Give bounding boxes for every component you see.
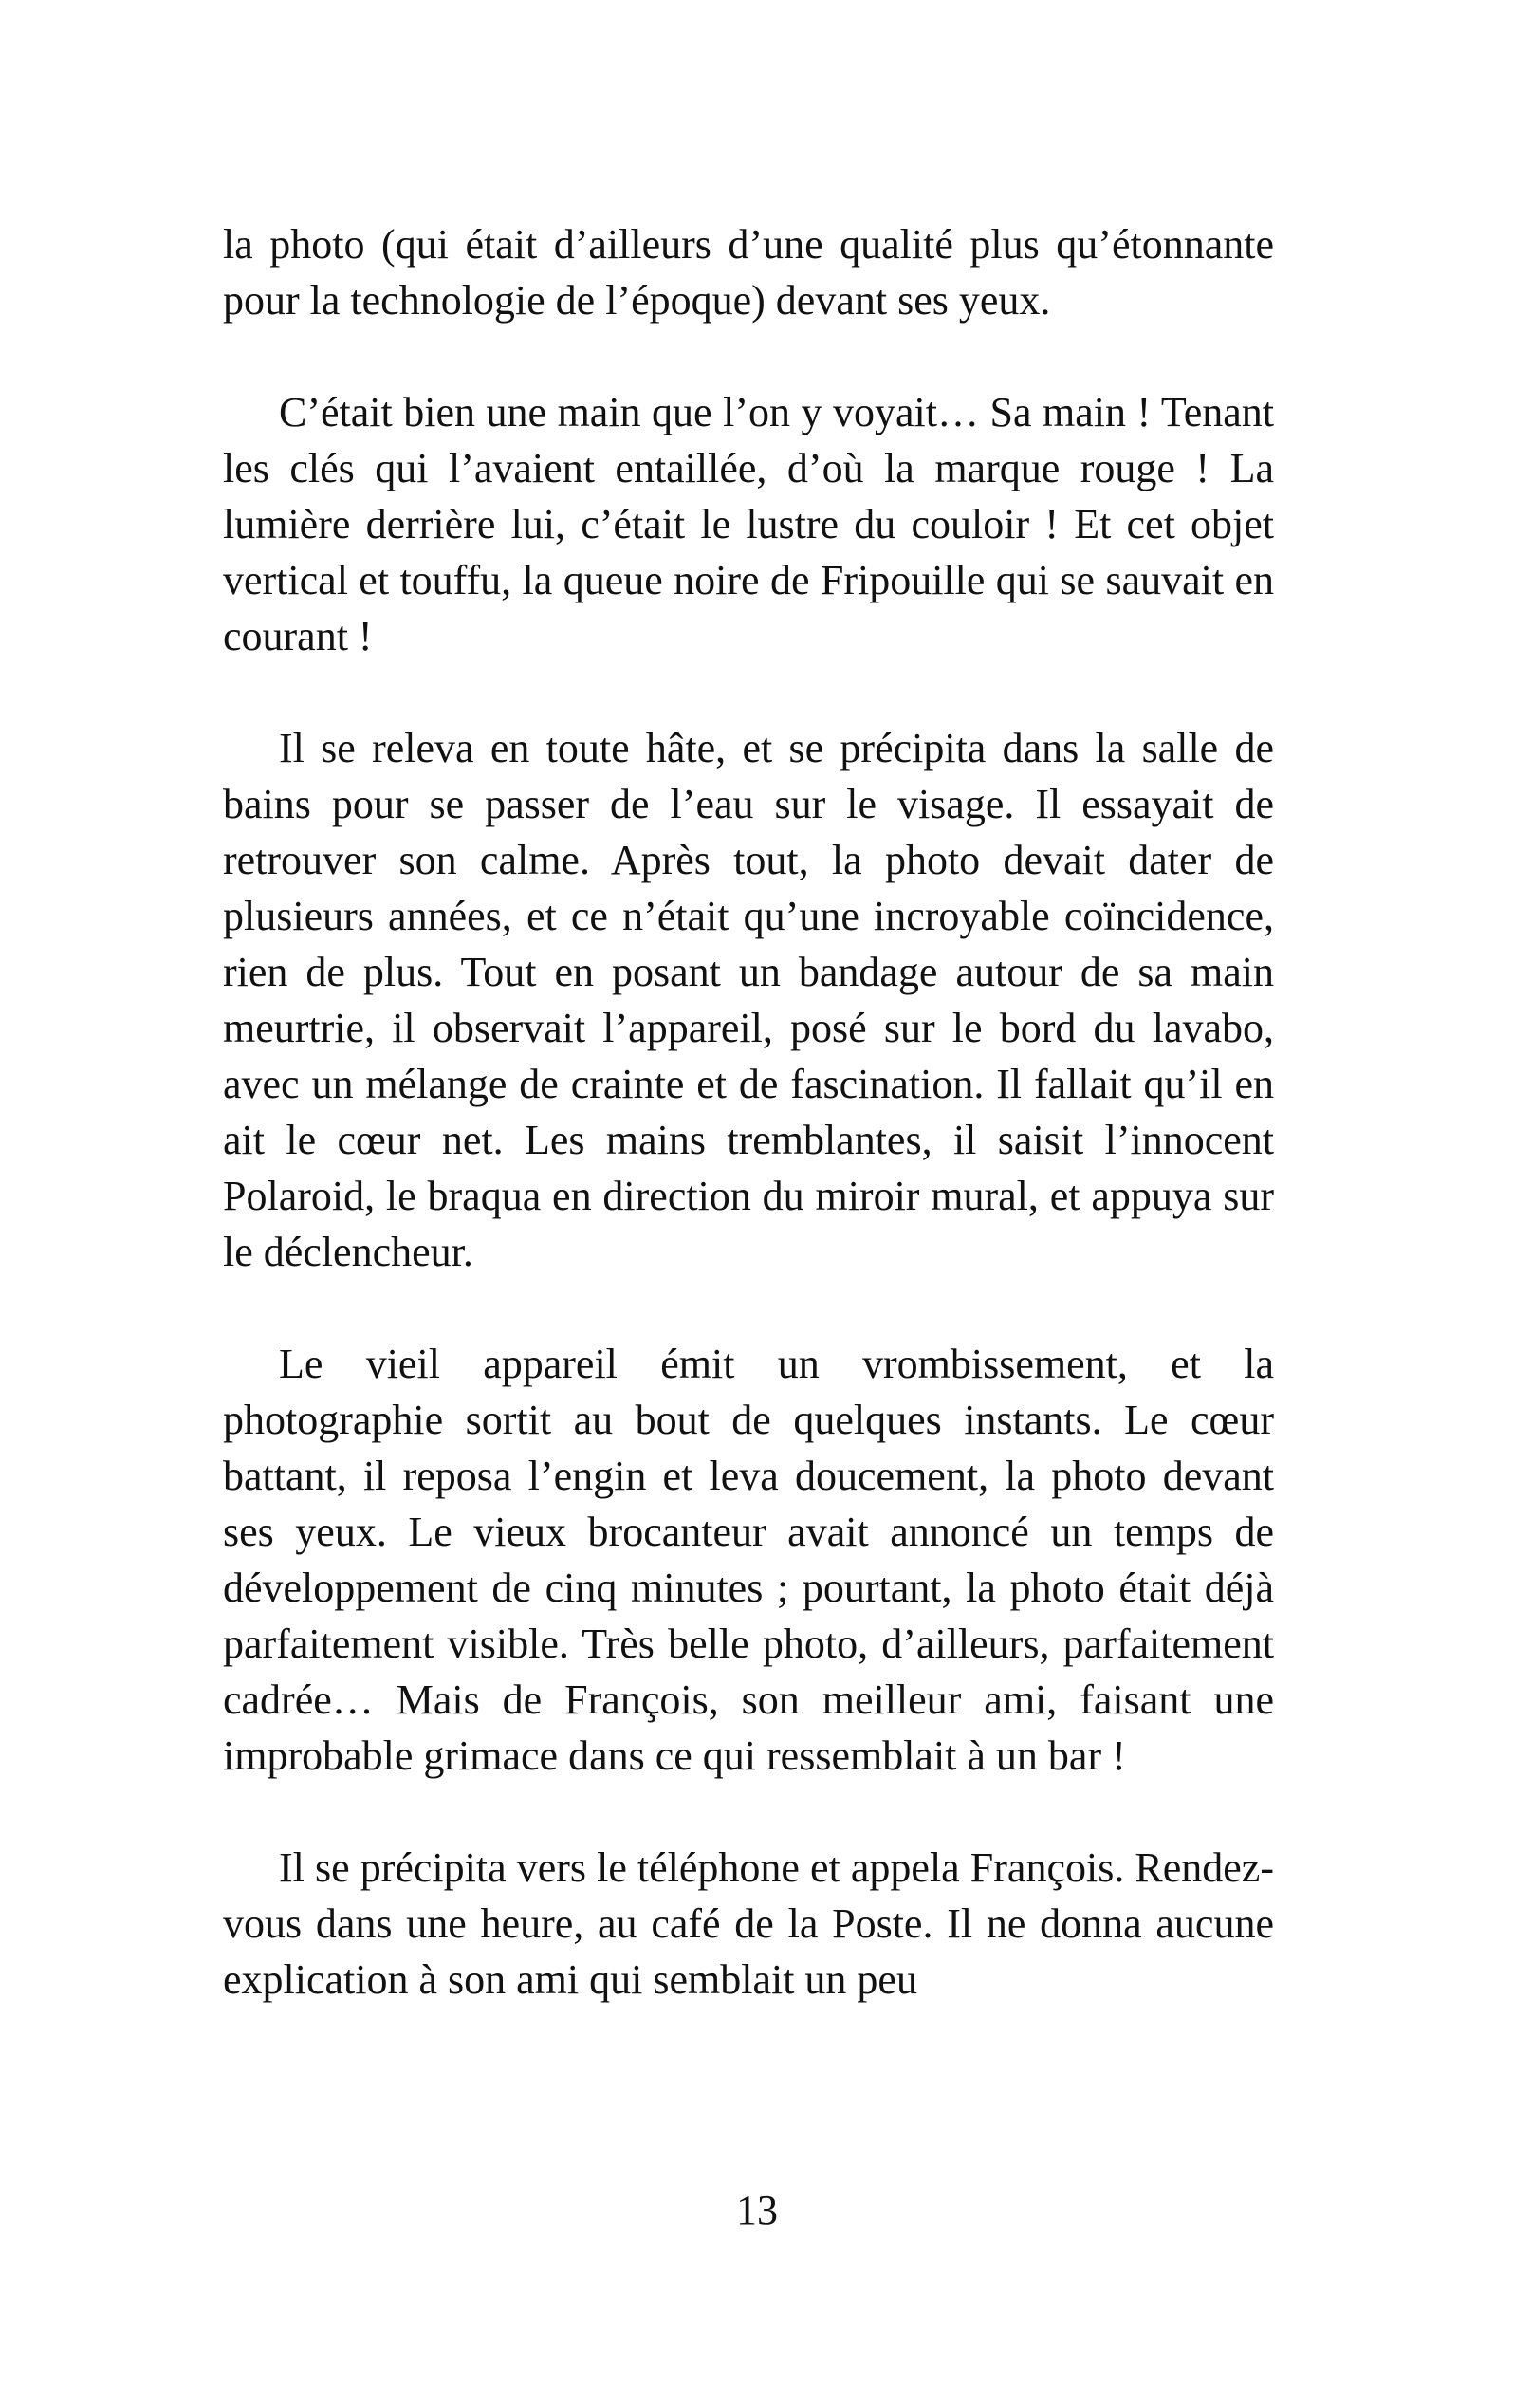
paragraph-1: la photo (qui était d’ailleurs d’une qualité plus qu’étonnante pour la technologie de l’époque) devant ses yeux.: [223, 221, 1274, 324]
paragraph-4: Le vieil appareil émit un vrombissement, et la photographie sortit au bout de quelques instants. Le cœur battant, il reposa l’engin et leva doucement, la photo devant ses yeux. Le vieux brocanteur avait annoncé un temps de développement de cinq minutes ; pourtant, la photo était déjà parfaitement visible. Très belle photo, d’ailleurs, parfaitement cadrée… Mais de François, son meilleur ami, faisant une improbable grimace dans ce qui ressemblait à un bar !: [223, 1341, 1274, 1779]
body-text: [223, 216, 1274, 2008]
paragraph-3: Il se releva en toute hâte, et se précipita dans la salle de bains pour se passer de l’eau sur le visage. Il essayait de retrouver son calme. Après tout, la photo devait dater de plusieurs années, et ce n’était qu’une incroyable coïncidence, rien de plus. Tout en posant un bandage autour de sa main meurtrie, il observait l’appareil, posé sur le bord du lavabo, avec un mélange de crainte et de fascination. Il fallait qu’il en ait le cœur net. Les mains tremblantes, il saisit l’innocent Polaroid, le braqua en direction du miroir mural, et appuya sur le déclencheur.: [223, 725, 1274, 1275]
page-number: 13: [736, 2187, 778, 2233]
paragraph-5: Il se précipita vers le téléphone et appela François. Rendez-vous dans une heure, au café de la Poste. Il ne donna aucune explication à son ami qui semblait un peu: [223, 1844, 1274, 2003]
paragraph-2: C’était bien une main que l’on y voyait… Sa main ! Tenant les clés qui l’avaient entaillée, d’où la marque rouge ! La lumière derrière lui, c’était le lustre du couloir ! Et cet objet vertical et touffu, la queue noire de Fripouille qui se sauvait en courant !: [223, 389, 1274, 659]
